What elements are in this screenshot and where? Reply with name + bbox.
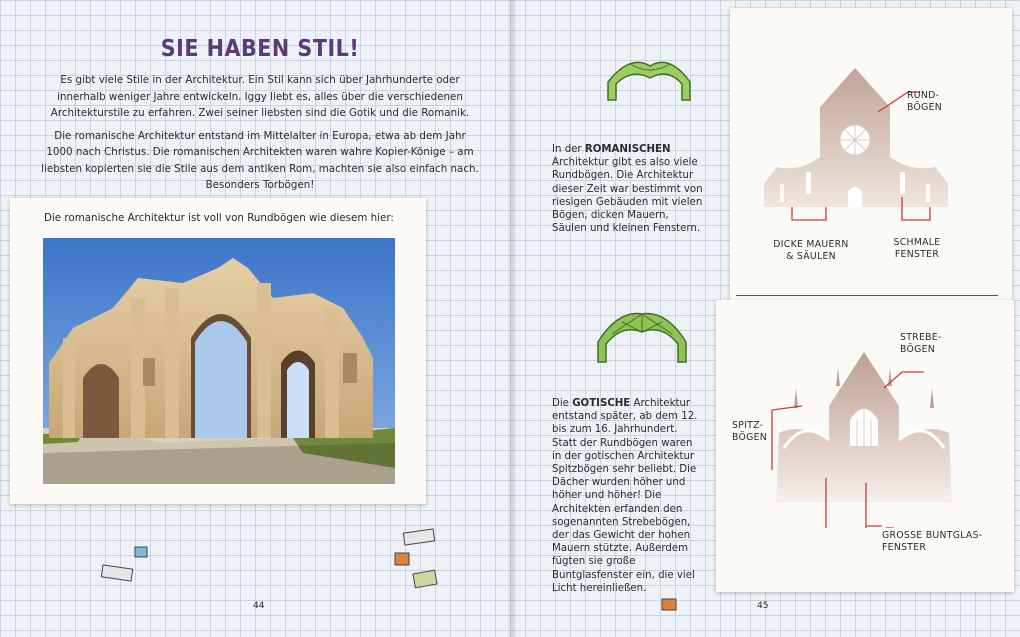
gothic-keyword: GOTISCHE [572,398,631,409]
label-schmale-fenster: SCHMALE FENSTER [893,237,941,260]
label-dicke-mauern: DICKE MAUERN & SÄULEN [773,239,849,262]
romanesque-text-start: In der [552,144,585,155]
photo-card [10,198,426,504]
roman-arch-photo [43,238,395,484]
label-rundboegen: RUND- BÖGEN [907,90,943,113]
label-buntglasfenster: GROSSE BUNTGLAS- FENSTER [882,530,983,553]
intro-paragraph-2: Die romanische Architektur entstand im Mittelalter in Europa, etwa ab dem Jahr 1000 nach Christus. Die romanischen Architekten waren wahre Kopier-Könige – am liebsten kopierten sie die Stile aus dem antiken Rom, machten sie also einfach nach. Besonders Torbögen! [41,129,479,191]
lego-brick-icon [133,545,151,561]
page-title: SIE HABEN STIL! [160,36,360,62]
lego-brick-icon [402,527,438,547]
gothic-vault-icon [592,308,692,366]
page-number-right: 45 [757,601,769,611]
romanesque-church-diagram [760,62,950,222]
gothic-text [552,397,704,595]
romanesque-text [552,143,704,235]
page-number-left: 44 [253,601,265,611]
gothic-church-diagram [764,348,964,528]
intro-text [40,72,480,200]
label-spitzboegen: SPITZ- BÖGEN [732,420,768,443]
gothic-text-rest: Architektur entstand später, ab dem 12. bis zum 16. Jahrhundert. Statt der Rundbögen waren in der gotischen Architektur Spitzbögen sehr beliebt. Die Dächer wurden höher und höher und höher! Die Architekten erfanden den sogenannten Strebebögen, der das Gewicht der hohen Mauern stützte. Außerdem fügten sie große Buntglasfenster ein, die viel Licht hereinließen. [552,398,698,594]
photo-caption: Die romanische Architektur ist voll von Rundbögen wie diesem hier: [44,212,394,224]
lego-brick-icon [393,550,413,568]
label-strebeboegen: STREBE- BÖGEN [900,332,942,355]
lego-brick-icon [660,597,680,613]
romanesque-text-rest: Architektur gibt es also viele Rundbögen. Die Architektur dieser Zeit war bestimmt von riesigen Gebäuden mit vielen Bögen, dicken Mauern, Säulen und kleinen Fenstern. [552,157,703,235]
lego-brick-icon [412,568,440,590]
romanesque-vault-icon [600,56,696,106]
intro-paragraph-1: Es gibt viele Stile in der Architektur. Ein Stil kann sich über Jahrhunderte oder innerhalb weniger Jahre entwickeln. Iggy liebt es, alles über die verschiedenen Architekturstile zu erfahren. Zwei seiner liebsten sind die Gotik und die Romanik. [50,74,470,119]
lego-brick-icon [100,562,136,582]
romanesque-keyword: ROMANISCHEN [584,144,671,155]
section-divider [736,295,998,296]
gothic-text-start: Die [552,398,573,409]
book-gutter [508,0,516,637]
